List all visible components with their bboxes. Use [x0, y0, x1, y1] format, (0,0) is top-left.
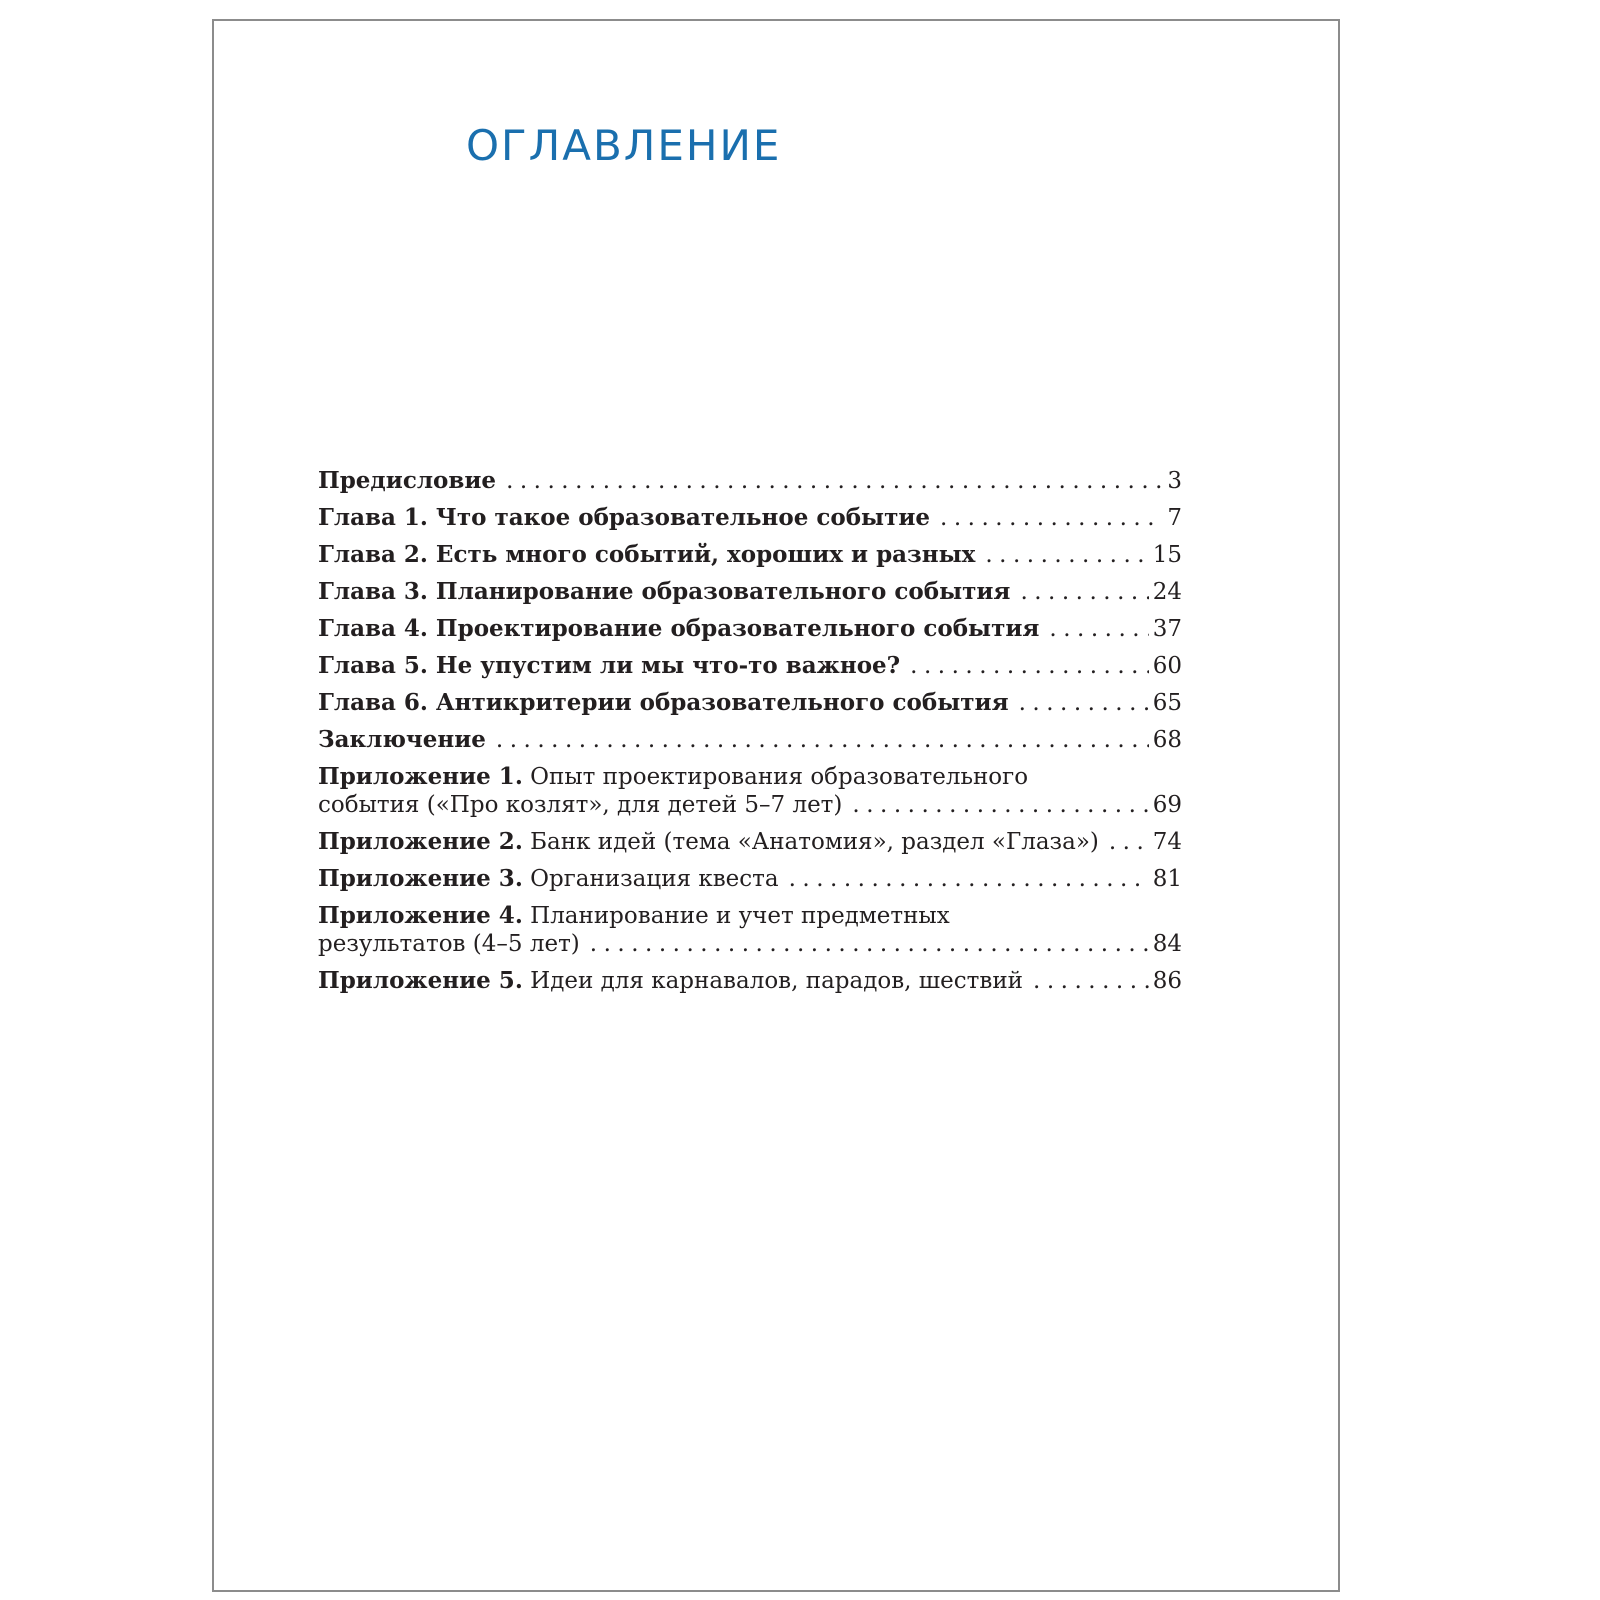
toc-entry[interactable]	[318, 763, 1182, 819]
toc-entry[interactable]	[318, 578, 1182, 606]
dot-leader	[985, 541, 1148, 569]
toc-entry-title: Глава 6. Антикритерии образовательного события	[318, 689, 1009, 716]
page-title: ОГЛАВЛЕНИЕ	[466, 121, 782, 170]
toc-entry[interactable]	[318, 726, 1182, 754]
dot-leader	[1049, 615, 1148, 643]
dot-leader	[496, 726, 1149, 754]
toc-entry-text: Идеи для карнавалов, парадов, шествий	[522, 968, 1024, 994]
dot-leader	[852, 791, 1148, 819]
toc-entry-title: Глава 2. Есть много событий, хороших и разных	[318, 541, 976, 568]
toc-page-number: 86	[1152, 968, 1182, 994]
dot-leader	[1033, 967, 1149, 995]
toc-page-number: 7	[1167, 505, 1182, 531]
toc-page-number: 69	[1152, 792, 1182, 818]
table-of-contents	[318, 467, 1182, 1004]
dot-leader	[1019, 689, 1149, 717]
toc-page-number: 74	[1152, 829, 1182, 855]
toc-entry-text: Опыт проектирования образовательного	[522, 764, 1029, 790]
dot-leader	[590, 930, 1149, 958]
toc-entry-text-continued: результатов (4–5 лет)	[318, 931, 580, 957]
toc-page-number: 3	[1167, 468, 1182, 494]
toc-entry[interactable]	[318, 504, 1182, 532]
toc-entry-title: Заключение	[318, 726, 486, 753]
toc-page-number: 84	[1152, 931, 1182, 957]
toc-entry-title: Глава 1. Что такое образовательное событие	[318, 504, 931, 531]
toc-entry-text-continued: события («Про козлят», для детей 5–7 лет)	[318, 792, 843, 818]
toc-entry[interactable]	[318, 689, 1182, 717]
dot-leader	[506, 467, 1163, 495]
dot-leader	[1109, 828, 1149, 856]
dot-leader	[789, 865, 1149, 893]
dot-leader	[910, 652, 1149, 680]
toc-entry-text: Организация квеста	[522, 866, 779, 892]
toc-entry-text: Банк идей (тема «Анатомия», раздел «Глаза»)	[522, 829, 1099, 855]
toc-entry-title: Глава 3. Планирование образовательного события	[318, 578, 1011, 605]
toc-page-number: 81	[1152, 866, 1182, 892]
toc-page-number: 68	[1152, 727, 1182, 753]
toc-entry[interactable]	[318, 865, 1182, 893]
toc-entry-text: Планирование и учет предметных	[522, 903, 950, 929]
toc-entry-title: Глава 4. Проектирование образовательного события	[318, 615, 1040, 642]
toc-page-number: 65	[1152, 690, 1182, 716]
toc-entry-title: Приложение 3.	[318, 865, 523, 892]
dot-leader	[940, 504, 1163, 532]
dot-leader	[1020, 578, 1148, 606]
toc-page-number: 60	[1152, 653, 1182, 679]
toc-entry-title: Глава 5. Не упустим ли мы что-то важное?	[318, 652, 901, 679]
toc-page-number: 15	[1152, 542, 1182, 568]
toc-entry[interactable]	[318, 828, 1182, 856]
toc-page-number: 24	[1152, 579, 1182, 605]
toc-entry[interactable]	[318, 902, 1182, 958]
toc-entry-title: Приложение 5.	[318, 967, 523, 994]
toc-entry[interactable]	[318, 652, 1182, 680]
toc-entry-title: Приложение 1.	[318, 763, 523, 790]
toc-entry-title: Приложение 2.	[318, 828, 523, 855]
document-page	[212, 19, 1340, 1592]
toc-page-number: 37	[1152, 616, 1182, 642]
toc-entry[interactable]	[318, 467, 1182, 495]
toc-entry-title: Предисловие	[318, 467, 497, 494]
toc-entry[interactable]	[318, 615, 1182, 643]
toc-entry[interactable]	[318, 541, 1182, 569]
toc-entry-title: Приложение 4.	[318, 902, 523, 929]
toc-entry[interactable]	[318, 967, 1182, 995]
